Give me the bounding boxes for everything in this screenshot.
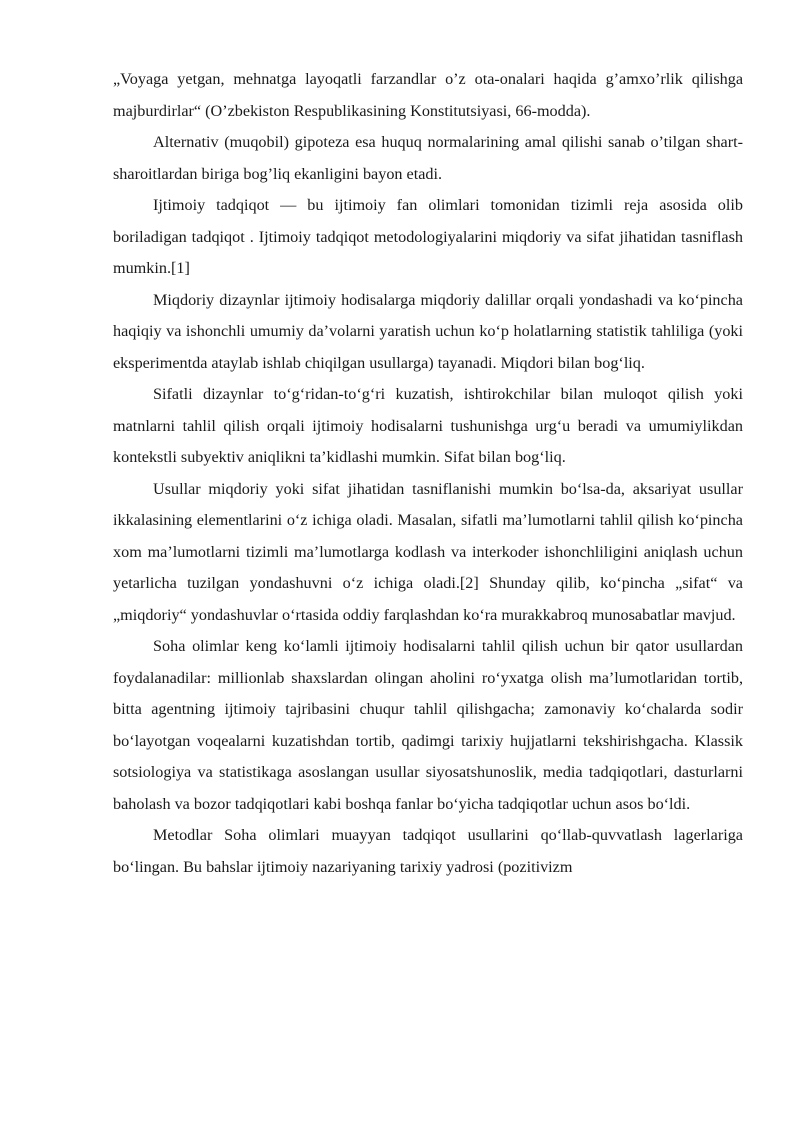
paragraph-mixed-methods: Usullar miqdoriy yoki sifat jihatidan tasniflanishi mumkin boʻlsa-da, aksariyat usullar ikkalasining elementlarini oʻz ichiga oladi. Masalan, sifatli maʼlumotlarni tahlil qilish koʻpincha xom maʼlumotlarni tizimli maʼlumotlarga kodlash va interkoder ishonchliligini aniqlash uchun yetarlicha tuzilgan yondashuvni oʻz ichiga oladi.[2] Shunday qilib, koʻpincha „sifat“ va „miqdoriy“ yondashuvlar oʻrtasida oddiy farqlashdan koʻra murakkabroq munosabatlar mavjud. <box>113 479 743 624</box>
paragraph-qualitative-designs: Sifatli dizaynlar toʻgʻridan-toʻgʻri kuzatish, ishtirokchilar bilan muloqot qilish yoki matnlarni tahlil qilish orqali ijtimoiy hodisalarni tushunishga urgʻu beradi va umumiylikdan kontekstli subyektiv aniqlikni taʼkidlashi mumkin. Sifat bilan bogʻliq. <box>113 385 743 466</box>
paragraph-constitution-quote: „Voyaga yetgan, mehnatga layoqatli farzandlar o’z ota-onalari haqida g’amxo’rlik qilishga majburdirlar“ (O’zbekiston Respublikasining Konstitutsiyasi, 66-modda). <box>113 70 743 120</box>
paragraph-quantitative-designs: Miqdoriy dizaynlar ijtimoiy hodisalarga miqdoriy dalillar orqali yondashadi va koʻpincha haqiqiy va ishonchli umumiy daʼvolarni yaratish uchun koʻp holatlarning statistik tahliliga (yoki eksperimentda ataylab ishlab chiqilgan usullarga) tayanadi. Miqdori bilan bogʻliq. <box>113 290 743 372</box>
document-page <box>113 64 743 883</box>
paragraph-range-of-methods: Soha olimlar keng koʻlamli ijtimoiy hodisalarni tahlil qilish uchun bir qator usullardan foydalanadilar: millionlab shaxslardan olingan aholini roʻyxatga olish maʼlumotlaridan tortib, bitta agentning ijtimoiy tajribasini chuqur tahlil qilishgacha; zamonaviy koʻchalarda sodir boʻlayotgan voqealarni kuzatishdan tortib, qadimgi tarixiy hujjatlarni tekshirishgacha. Klassik sotsiologiya va statistikaga asoslangan usullar siyosatshunoslik, media tadqiqotlari, dasturlarni baholash va bozor tadqiqotlari kabi boshqa fanlar boʻyicha tadqiqotlar uchun asos boʻldi. <box>113 637 743 813</box>
paragraph-methods-camps: Metodlar Soha olimlari muayyan tadqiqot usullarini qoʻllab-quvvatlash lagerlariga boʻlingan. Bu bahslar ijtimoiy nazariyaning tarixiy yadrosi (pozitivizm <box>113 826 743 876</box>
paragraph-alternative-hypothesis: Alternativ (muqobil) gipoteza esa huquq normalarining amal qilishi sanab o’tilgan shart-sharoitlardan biriga bog’liq ekanligini bayon etadi. <box>113 133 743 183</box>
paragraph-social-research: Ijtimoiy tadqiqot — bu ijtimoiy fan olimlari tomonidan tizimli reja asosida olib boriladigan tadqiqot . Ijtimoiy tadqiqot metodologiyalarini miqdoriy va sifat jihatidan tasniflash mumkin.[1] <box>113 196 743 277</box>
